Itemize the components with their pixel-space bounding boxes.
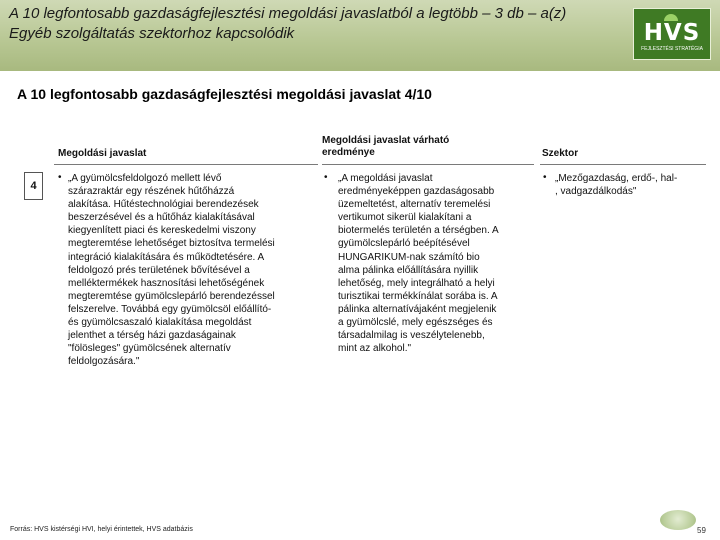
text-line: , vadgazdálkodás" — [555, 186, 637, 198]
text-line: megteremtése lehetőséget biztosítva termelési — [68, 238, 275, 250]
text-line: megteremtése gyümölcslepárló berendezéssel — [68, 290, 275, 302]
text-line: „Mezőgazdaság, erdő-, hal- — [555, 173, 678, 184]
text-line: melléktermékek hasznosítási lehetőségének — [68, 277, 265, 289]
header-title: A 10 legfontosabb gazdaságfejlesztési megoldási javaslatból a legtöbb – 3 db – a(z) Egyéb szolgáltatás szektorhoz kapcsolódik — [9, 5, 567, 42]
text-line: felszerelve. Továbbá egy gyümölcsöl előállító- — [68, 303, 272, 315]
source-note: Forrás: HVS kistérségi HVI, helyi érintettek, HVS adatbázis — [10, 526, 193, 533]
logo-tagline: FEJLESZTÉSI STRATÉGIA — [641, 46, 703, 52]
column-divider-result — [322, 164, 534, 165]
text-line: HUNGARIKUM-nak számító bio — [338, 251, 480, 263]
column-divider-solution — [54, 164, 318, 165]
text-line: biotermelés területén a térségben. A — [338, 225, 499, 237]
result-text — [338, 172, 534, 355]
column-header-result: Megoldási javaslat várható eredménye — [322, 135, 450, 158]
row-number: 4 — [24, 172, 43, 200]
text-line: kiegyenlített piaci és kereskedelmi viszony — [68, 225, 256, 237]
text-line: „A gyümölcsfeldolgozó mellett lévő — [68, 173, 222, 184]
text-line: beszerzésével és a hűtőház kialakításával — [68, 212, 255, 224]
text-line: lehetőség, mely integrálható a helyi — [338, 277, 495, 289]
bullet-icon: • — [324, 172, 328, 183]
page-number: 59 — [697, 526, 706, 535]
text-line: „A megoldási javaslat — [338, 173, 433, 184]
bullet-icon: • — [58, 172, 62, 183]
text-line: eredményeképpen gazdaságosabb — [338, 186, 495, 198]
text-line: "fölösleges" gyümölcsének alternatív — [68, 343, 231, 355]
sector-text — [555, 172, 715, 198]
text-line: társadalmilag is veszélytelenebb, — [338, 330, 485, 342]
text-line: jelenthet a térség házi gazdaságainak — [68, 330, 236, 342]
text-line: alakítása. Hűtéstechnológiai berendezések — [68, 199, 259, 211]
text-line: pálinka alternatívájaként megjelenik — [338, 303, 497, 315]
text-line: a gyümölcslé, mely egészséges és — [338, 317, 493, 329]
text-line: feldolgozó prés területének bővítésével a — [68, 264, 250, 276]
text-line: alma pálinka előállítására nyillik — [338, 264, 479, 276]
text-line: szárazraktár egy részének hűtőházzá — [68, 186, 235, 198]
column-divider-sector — [540, 164, 706, 165]
section-title: A 10 legfontosabb gazdaságfejlesztési megoldási javaslat 4/10 — [17, 86, 432, 102]
solution-text — [68, 172, 318, 368]
column-header-solution: Megoldási javaslat — [58, 148, 147, 159]
text-line: gyümölcslepárló beépítésével — [338, 238, 470, 250]
text-line: turisztikai termékkínálat sorába is. A — [338, 290, 498, 302]
text-line: mint az alkohol." — [338, 343, 412, 355]
hvs-logo — [633, 8, 711, 60]
footer-logo-icon — [660, 510, 696, 530]
header-band — [0, 0, 720, 71]
bullet-icon: • — [543, 172, 547, 183]
text-line: feldolgozására." — [68, 356, 140, 368]
column-header-sector: Szektor — [542, 148, 579, 159]
text-line: és gyümölcsaszaló kialakítása megoldást — [68, 317, 252, 329]
text-line: integráció kialakítására és működtetésére. A — [68, 251, 265, 263]
text-line: üzemeltetést, alternatív teremelési — [338, 199, 491, 211]
logo-text: HVS — [643, 20, 701, 46]
text-line: vertikumot sikerül kialakítani a — [338, 212, 472, 224]
